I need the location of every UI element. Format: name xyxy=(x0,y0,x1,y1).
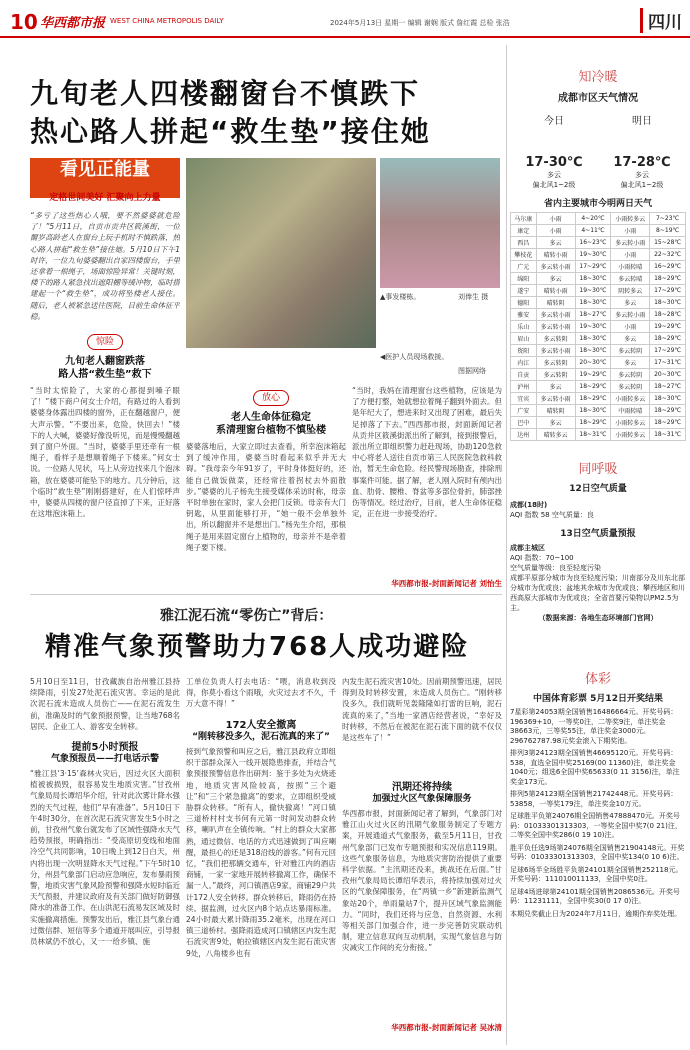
lottery-item: 足球4场进球第24101期全国销售2086536元。开奖号码：11231111，全国中奖30(0 17 0)注。 xyxy=(510,887,680,905)
weather-panel xyxy=(510,66,686,441)
table-row xyxy=(511,225,686,237)
article2-body-f: 华西都市报，封面新闻记者了解到，气象部门对雅江山火过火区的汛期气象服务制定了专题方案，开展通道式气象服务，截至5月11日，甘孜州气象部门已发布专题预报和实况信息119期。这些气象服务信息，为地质灾害防治提供了重要科学依据。“主汛期还没来，挑战还在后面。”甘孜州气象局局长谭绍华表示，将持续加强对过火区的气象保障服务，在“两镇一乡”新建新监测气象站20个，单雨量站7个，提升区域气象监测能力。“同时，我们还将与应急、自然资源、水利等相关部门加强合作，进一步完善防灾联动机制，建立信息双向互动机制，实现气象信息与防灾减灾工作间的充分衔接。” xyxy=(342,809,502,953)
table-cell: 18~29℃ xyxy=(650,333,686,345)
table-cell: 18~27℃ xyxy=(575,309,611,321)
table-cell: 多云 xyxy=(536,237,575,249)
table-cell: 多云转小雨 xyxy=(536,345,575,357)
air-label: 成都(18时) xyxy=(510,501,548,509)
table-cell: 18~30℃ xyxy=(575,333,611,345)
table-row xyxy=(511,393,686,405)
table-row xyxy=(511,237,686,249)
table-cell: 多云转阴 xyxy=(536,357,575,369)
table-row xyxy=(511,309,686,321)
table-row xyxy=(511,357,686,369)
table-row xyxy=(511,429,686,441)
article2-kicker: 雅江泥石流“零伤亡”背后： xyxy=(160,608,333,624)
table-cell: 多云 xyxy=(536,273,575,285)
table-cell: 多云转晴 xyxy=(611,273,650,285)
table-cell: 宜宾 xyxy=(511,393,537,405)
today-temp: 17-30℃ xyxy=(525,155,583,170)
table-row xyxy=(511,321,686,333)
table-cell: 18~28℃ xyxy=(650,309,686,321)
article2-sub-e1: 汛期还将持续 xyxy=(392,782,452,793)
table-row xyxy=(511,261,686,273)
article1-lead: “多亏了这些热心人哦，要不然婆婆就危险了！”5月11日，自贡市贡井区筱溪街，一位爾岁高龄老人在窗台上玩手机时不慎跌落，热心路人拼起“救生垫”接住她。5月10日下午1时许，一位九旬婆婆翻出自家四楼窗台，手里还拿着一根绳子，场面惊险异常！关键时刻，楼下的路人紧急找出遮阳棚等缓冲物，临时搭建起一个“救生垫”，成功将坠楼老人接住。随后，老人被紧急送往医院，目前生命体征平稳。 xyxy=(30,211,180,320)
table-cell: 7~23℃ xyxy=(650,213,686,225)
table-row xyxy=(511,333,686,345)
table-cell: 17~29℃ xyxy=(575,261,611,273)
article1-body1: “当时太惊险了，大家的心都提到嗓子眼了！”楼下商户何女士介绍，有路过的人看到婆婆身体露出四楼的窗外，正在翻越窗户，便大声示警。“不要出来，危险，快回去！”楼下的人大喊，婆婆好像没听见，而是慢慢翻越到了窗户外面。“当时，婆婆手里还牵有一根绳子，看样子是想顺着绳子下楼来。”何女士说。一位路人见状，马上从旁边找来几个泡沫箱，放在婆婆可能坠下的地方。几分钟后，这个临时“救生垫”刚刚搭建好，在人们惊呼声中，婆婆从四楼的窗户径直掉了下来，正好落在这堆泡沫箱上。 xyxy=(30,386,180,519)
table-cell: 广元 xyxy=(511,261,537,273)
article2-sub-c2: “刚转移没多久，泥石流真的来了” xyxy=(192,732,330,742)
article1-byline: 华西都市报-封面新闻记者 刘怡生 xyxy=(391,579,502,588)
table-cell: 达州 xyxy=(511,429,537,441)
table-cell: 4~20℃ xyxy=(575,213,611,225)
table-cell: 19~29℃ xyxy=(575,369,611,381)
table-row xyxy=(511,249,686,261)
table-cell: 8~19℃ xyxy=(650,225,686,237)
table-cell: 多云转小雨 xyxy=(536,321,575,333)
today-wind: 偏北风1~2级 xyxy=(532,181,576,189)
article2-body-e: 内发生泥石流灾害10处。因前期预警迅速，居民得到及时转移安置，未造成人员伤亡。“刚转移没多久，我们就听见轰隆隆如打雷的巨响，泥石流真的来了，”当地一家酒店经营者说，“幸好及时转移，不然后在被泥在泥石流下面的就不仅仅是这些车了！” xyxy=(342,677,502,743)
column-logo: 看见正能量 xyxy=(30,158,180,198)
table-cell: 多云转小雨 xyxy=(536,309,575,321)
article2-body-c: 工单位负责人打去电话：“喂，消息收到没得，你莫小看这个雨哦，火灾过去才不久，千万大意不得！” xyxy=(186,677,336,709)
table-cell: 马尔康 xyxy=(511,213,537,225)
table-cell: 多云 xyxy=(611,297,650,309)
table-cell: 18~29℃ xyxy=(575,417,611,429)
table-cell: 乐山 xyxy=(511,321,537,333)
table-cell: 自贡 xyxy=(511,369,537,381)
table-cell: 19~30℃ xyxy=(575,285,611,297)
building-photo xyxy=(380,158,500,288)
table-cell: 多云 xyxy=(611,333,650,345)
table-cell: 内江 xyxy=(511,357,537,369)
article2-byline: 华西都市报-封面新闻记者 吴冰清 xyxy=(391,1023,502,1032)
table-cell: 18~29℃ xyxy=(575,381,611,393)
table-cell: 晴转小雨 xyxy=(536,249,575,261)
weather-today xyxy=(510,112,598,190)
lottery-item: 本期兑奖截止日为2024年7月11日，逾期作弃奖处理。 xyxy=(510,909,682,918)
article2-sub-e2: 加强过火区气象保障服务 xyxy=(372,794,472,804)
table-row xyxy=(511,213,686,225)
air-aqi: AQI 指数 58 空气质量：良 xyxy=(510,511,594,519)
caption-building-credit: 刘俸生 摄 xyxy=(458,293,489,301)
table-cell: 18~30℃ xyxy=(575,345,611,357)
lottery-panel xyxy=(510,668,686,922)
table-cell: 多云转小雨 xyxy=(536,393,575,405)
lottery-item: 排列3第24123期全国销售46695120元。开奖号码：538，直选全国中奖25169(00 11360)注，单注奖金1040元；组选6全国中奖65633(0 11 3156)注，单注奖金173元。 xyxy=(510,749,680,786)
today-label: 今日 xyxy=(544,116,564,127)
table-cell: 多云 xyxy=(536,417,575,429)
lottery-item: 胜平负任选9场第24076期全国销售21904148元。开奖号码：01033301313303，全国中奖134(0 10 6)注。 xyxy=(510,843,685,861)
table-cell: 20~30℃ xyxy=(575,357,611,369)
table-cell: 西昌 xyxy=(511,237,537,249)
table-cell: 阴转多云 xyxy=(611,285,650,297)
header-info: 2024年5月13日 星期一 编辑 谢娴 版式 詹红霞 总检 张浩 xyxy=(330,19,510,27)
table-cell: 巴中 xyxy=(511,417,537,429)
table-cell: 多云转阴 xyxy=(611,345,650,357)
table-cell: 多云转阴 xyxy=(611,369,650,381)
page-number: 10 xyxy=(10,10,38,34)
table-cell: 多云转小雨 xyxy=(611,237,650,249)
table-cell: 小雨转多云 xyxy=(611,393,650,405)
table-row xyxy=(511,297,686,309)
table-cell: 22~32℃ xyxy=(650,249,686,261)
table-cell: 眉山 xyxy=(511,333,537,345)
article2-sub-a1: 提前5小时预报 xyxy=(71,742,139,753)
table-cell: 18~30℃ xyxy=(650,297,686,309)
table-cell: 17~29℃ xyxy=(650,345,686,357)
table-cell: 18~29℃ xyxy=(575,393,611,405)
table-cell: 多云转小雨 xyxy=(611,309,650,321)
table-cell: 康定 xyxy=(511,225,537,237)
table-cell: 晴转阴 xyxy=(536,405,575,417)
lottery-list xyxy=(510,708,686,919)
air-area: 成都主城区 xyxy=(510,544,545,552)
paper-name-en: WEST CHINA METROPOLIS DAILY xyxy=(110,17,224,25)
table-cell: 攀枝花 xyxy=(511,249,537,261)
table-row xyxy=(511,273,686,285)
lottery-item: 足球6场半全场胜平负第24101期全国销售252118元。开奖号码：111010011133，全国中奖0注。 xyxy=(510,865,683,883)
table-cell: 小雨转多云 xyxy=(611,429,650,441)
table-cell: 15~28℃ xyxy=(650,237,686,249)
badge-jingxian: 惊险 xyxy=(87,334,123,350)
table-cell: 18~30℃ xyxy=(575,273,611,285)
table-cell: 小雨 xyxy=(611,225,650,237)
badge-fangxin: 放心 xyxy=(253,390,289,406)
city-weather-table xyxy=(510,212,686,441)
table-cell: 多云 xyxy=(536,381,575,393)
lottery-banner: 体彩 xyxy=(584,672,611,687)
table-row xyxy=(511,345,686,357)
air-quality: 空气质量等级：良至轻度污染 xyxy=(510,564,601,572)
caption-building: ▲事发楼栋。 xyxy=(380,293,421,301)
table-cell: 多云转阴 xyxy=(611,381,650,393)
table-cell: 小雨 xyxy=(611,249,650,261)
air-forecast-title: 13日空气质量预报 xyxy=(560,529,636,539)
table-cell: 资阳 xyxy=(511,345,537,357)
divider xyxy=(30,594,502,595)
table-cell: 晴转阴 xyxy=(536,297,575,309)
table-cell: 4~11℃ xyxy=(575,225,611,237)
table-cell: 18~29℃ xyxy=(650,405,686,417)
table-cell: 18~30℃ xyxy=(650,393,686,405)
article2-body-b: “雅江县‘3·15’森林火灾后，因过火区大面积植被被损毁，很容易发生地质灾害。”甘孜州气象局局长谭绍华介绍，针对此次雾计降水强烈的天气过程，他们“早有准备”。5月10日下午4时30分，在首次泥石流灾害发生5小时之前，甘孜州气象台就发布了区域性强降水天气趋势预报，明确指出：“受高原切变线和地面冷空气共同影响，10日晚上到12日白天，州内将出现一次明显降水天气过程。”下午5时10分，州县气象部门启动应急响应，发布暴雨预警，地质灾害气象风险预警和强降水短时临近天气预报，并建议政府及有关部门做好防御强降水的准备工作。在山洪泥石流易发区域及时实施撤离措施。预警发出后，雅江县气象台通过微信群、短信等多个通道开展叫应，引导报员林斌仍不放心，又一一给乡镇、施 xyxy=(30,769,180,947)
air-title: 12日空气质量 xyxy=(569,484,627,494)
table-cell: 17~31℃ xyxy=(650,357,686,369)
subhead2-line1: 老人生命体征稳定 xyxy=(231,412,311,423)
table-cell: 雅安 xyxy=(511,309,537,321)
table-cell: 16~29℃ xyxy=(650,261,686,273)
weather-tomorrow xyxy=(598,112,686,190)
paper-name: 华西都市报 xyxy=(40,16,106,31)
subhead1-line2: 路人搭“救生垫”救下 xyxy=(58,369,152,380)
table-cell: 小雨 xyxy=(536,213,575,225)
table-cell: 多云转阴 xyxy=(536,333,575,345)
table-row xyxy=(511,285,686,297)
table-cell: 绵阳 xyxy=(511,273,537,285)
article1-title-line1: 九旬老人四楼翻窗台不慎跌下 xyxy=(30,77,421,110)
weather-title: 成都市区天气情况 xyxy=(558,93,638,104)
table-row xyxy=(511,381,686,393)
table-cell: 20~30℃ xyxy=(650,369,686,381)
table-cell: 19~29℃ xyxy=(650,321,686,333)
article2-body-a: 5月10日至11日，甘孜藏族自治州雅江县持续降雨，引发27处泥石流灾害。幸运的是此次泥石流未造成人员伤亡——在泥石流发生前，准确及时的气象预报预警，让当地768名居民、企业工人、游客安全转移。 xyxy=(30,677,180,731)
table-cell: 小雨 xyxy=(611,321,650,333)
lottery-item: 排列5第24123期全国销售21742448元。开奖号码：53858，一等奖179注，单注奖金10万元。 xyxy=(510,790,678,808)
lottery-title: 中国体育彩票 5月12日开奖结果 xyxy=(533,694,663,704)
table-cell: 18~30℃ xyxy=(575,297,611,309)
caption-rescue-credit: 图据网络 xyxy=(458,367,486,375)
table-cell: 晴转小雨 xyxy=(536,285,575,297)
table-row xyxy=(511,417,686,429)
city-table-title: 省内主要城市今明两日天气 xyxy=(543,199,652,209)
table-cell: 遂宁 xyxy=(511,285,537,297)
rescue-photo xyxy=(186,158,376,348)
air-detail: 成都平原部分城市为良至轻度污染；川南部分及川东北部分城市为优或良；盆地其余城市为优或良；攀西地区和川西高原大部城市为优或良；全省首要污染物以PM2.5为主。 xyxy=(510,574,685,612)
subhead1-line1: 九旬老人翻窗跌落 xyxy=(65,356,145,367)
air-banner: 同呼吸 xyxy=(578,462,618,477)
table-cell: 广安 xyxy=(511,405,537,417)
article1-body2: 婆婆落地后，大家立即过去查看，所幸泡沫箱起到了缓冲作用，婆婆当时看起来似乎并无大碍。“我母亲今年91岁了，平时身体挺好的，还能自己做饭做菜，还经常往着拐杖去外面散步。”婆婆的儿子杨先生接受媒体采访时称，母亲平时单独在家时，家人会把门反锁。母亲有大门钥匙，从里面能够打开，“她一般不会单独外出，所以翻窗并不是想出门。”杨先生介绍，那根绳子是用来固定窗台上植物的，母亲并不是牵着绳子要下楼。 xyxy=(186,442,346,552)
column-divider xyxy=(506,45,507,1045)
table-cell: 18~31℃ xyxy=(650,429,686,441)
subhead2-line2: 系清理窗台植物不慎坠楼 xyxy=(216,425,326,436)
table-cell: 18~30℃ xyxy=(575,405,611,417)
table-cell: 小雨转多云 xyxy=(611,417,650,429)
table-cell: 多云转小雨 xyxy=(536,261,575,273)
section-name: 四川 xyxy=(640,8,682,33)
table-row xyxy=(511,369,686,381)
today-cond: 多云 xyxy=(547,171,561,179)
table-cell: 16~23℃ xyxy=(575,237,611,249)
table-cell: 多云转阴 xyxy=(536,369,575,381)
table-cell: 18~27℃ xyxy=(650,381,686,393)
table-cell: 晴转多云 xyxy=(536,429,575,441)
article2-title: 精准气象预警助力768人成功避险 xyxy=(45,632,470,662)
air-source: （数据来源：各地生态环境部门官网） xyxy=(538,614,658,622)
table-cell: 18~31℃ xyxy=(575,429,611,441)
article1-title-line2: 热心路人拼起“救生垫”接住她 xyxy=(30,115,431,148)
table-row xyxy=(511,405,686,417)
article2-sub-c1: 172人安全撤离 xyxy=(225,720,297,731)
tomorrow-cond: 多云 xyxy=(635,171,649,179)
table-cell: 泸州 xyxy=(511,381,537,393)
table-cell: 多云 xyxy=(611,357,650,369)
table-cell: 小雨 xyxy=(536,225,575,237)
air-panel xyxy=(510,458,686,623)
table-cell: 小雨转多云 xyxy=(611,213,650,225)
air-aqi-range: AQI 指数：70~100 xyxy=(510,554,574,562)
column-slogan: 定格世间美好 汇聚向上力量 xyxy=(49,193,161,203)
tomorrow-wind: 偏北风1~2级 xyxy=(620,181,664,189)
table-cell: 德阳 xyxy=(511,297,537,309)
caption-rescue: ◀医护人员现场救援。 xyxy=(380,353,449,361)
table-cell: 18~29℃ xyxy=(650,273,686,285)
table-cell: 17~29℃ xyxy=(650,285,686,297)
page-header xyxy=(0,0,690,38)
table-cell: 19~30℃ xyxy=(575,321,611,333)
article2-body-d: 接到气象预警和叫应之后，雅江县政府立即组织干部群众深入一线开展隐患排查，并结合气象预报预警信息作出研判：鉴于多处为火烧迹地，地质灾害风险较高，按照“三个避让”和“三个紧急撤离”的要求，立即组织受威胁群众转移。“所有人，撤快撤离！”河口镇三道桥村村支书何有元第一时间发动群众转移，喇叭声在全镇传响。“村上的群众大家都熟，通过微信、电话的方式迅速做到了叫应喇醒，最担心的还是318沿线的游客。”何有元回忆，“我们把那辆交通车，针对雅江内的酒店商铺，一家一家地开展转移撤离工作，确保不漏一人。”最终，河口镇酒店9家，商铺29户共计172人安全转移。群众转移后，降雨仍在持续。据监测，过火区内8个站点达暴雨标准。24小时最大累计降雨35.2毫米，出现在河口镇三道桥村。强降雨造成河口镇辖区内发生泥石流灾害9处，帕拉镇辖区内发生泥石流灾害9处，八角楼乡也有 xyxy=(186,747,336,958)
table-cell: 18~29℃ xyxy=(650,417,686,429)
article1-body3: “当时，我妈在清理窗台这些植物，应该是为了方便打整，她就想拉着绳子翻到外面去。但是年纪大了，想进来时又出现了困难，最后失足掉落了下去。”西西都市报，封面新闻记者从贡井区筱溪街派出所了解到，接到报警后，派出所立即组织警力赶赴现场，协助120急救中心将老人送往自贡市第三人民医院急救科救治，暂无生命危险。经民警现场勘查，排除刑事案件可能。据了解，老人刚入院时有颅内出血、肋骨、腰椎、脊盆等多部位骨折，肺部挫伤等情况。经过治疗，目前，老人生命体征稳定，正在进一步接受治疗。 xyxy=(352,386,502,519)
lottery-item: 足球胜平负第24076期全国销售47888470元。开奖号码：01033301313303，一等奖全国中奖7(0 21)注，二等奖全国中奖286(0 19 10)注。 xyxy=(510,812,682,839)
lottery-item: 7星彩第24053期全国销售16486664元。开奖号码：196369+10，一等奖0注，二等奖9注，单注奖金38663元，三等奖55注，单注奖金3000元。296762787.98元奖金滚入下期奖池。 xyxy=(510,708,678,745)
table-cell: 19~30℃ xyxy=(575,249,611,261)
article2-sub-a2: 气象预报员——打电话示警 xyxy=(50,754,159,764)
tomorrow-label: 明日 xyxy=(632,116,652,127)
table-cell: 小雨转晴 xyxy=(611,261,650,273)
tomorrow-temp: 17-28℃ xyxy=(613,155,671,170)
weather-banner: 知冷暖 xyxy=(578,70,618,85)
table-cell: 中雨转晴 xyxy=(611,405,650,417)
